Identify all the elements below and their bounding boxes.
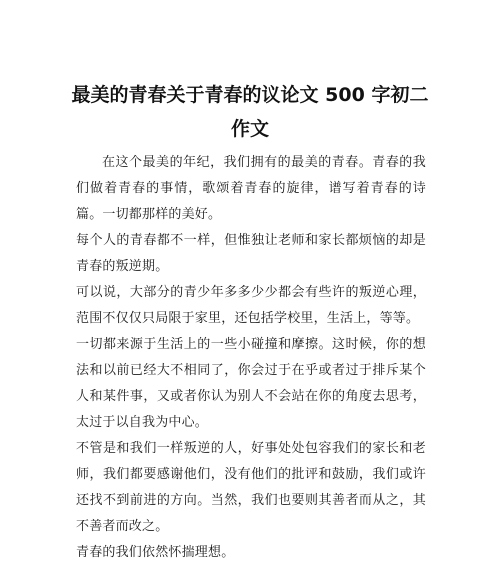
paragraph: 不管是和我们一样叛逆的人，好事处处包容我们的家长和老师，我们都要感谢他们，没有他们的批评和鼓励，我们或许还找不到前进的方向。当然，我们也要则其善者而从之，其不善者而改之。 (76, 441, 426, 534)
paragraph: 青春的我们依然怀揣理想。 (76, 545, 235, 560)
paragraph: 一切都来源于生活上的一些小碰撞和摩擦。这时候，你的想法和以前已经大不相同了，你会过于在乎或者过于排斥某个人和某件事，又或者你认为别人不会站在你的角度去思考，太过于以自我为中心。 (76, 337, 426, 430)
document-title: 最美的青春关于青春的议论文 500 字初二作文 (71, 84, 429, 140)
paragraph: 每个人的青春都不一样，但惟独让老师和家长都烦恼的却是青春的叛逆期。 (76, 233, 426, 274)
paragraph: 可以说，大部分的青少年多多少少都会有些许的叛逆心理，范围不仅仅只局限于家里，还包括学校里，生活上，等等。 (76, 285, 426, 326)
paragraph: 在这个最美的年纪，我们拥有的最美的青春。青春的我们做着青春的事情，歌颂着青春的旋律，谱写着青春的诗篇。一切都那样的美好。 (76, 155, 426, 222)
document-body (76, 150, 426, 566)
